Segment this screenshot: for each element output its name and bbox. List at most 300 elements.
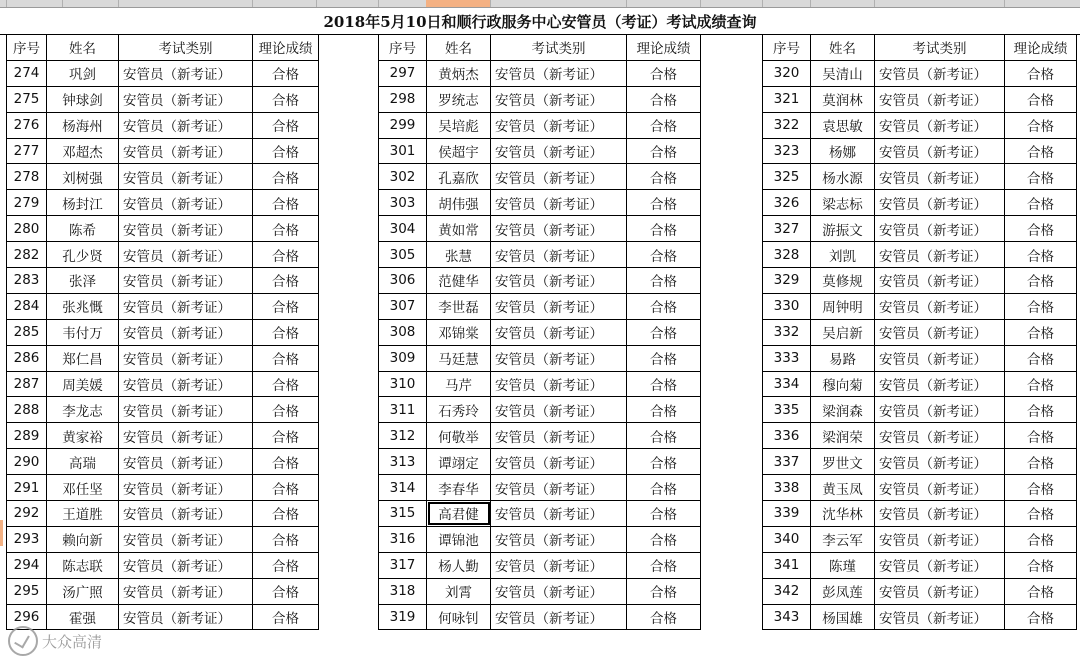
column-header[interactable]	[118, 0, 253, 7]
seq-cell[interactable]: 326	[763, 190, 811, 216]
seq-cell[interactable]: 277	[7, 138, 47, 164]
exam-type-cell[interactable]: 安管员（新考证）	[875, 190, 1005, 216]
name-cell[interactable]: 汤广照	[47, 578, 119, 604]
exam-type-cell[interactable]: 安管员（新考证）	[875, 164, 1005, 190]
score-cell[interactable]: 合格	[1005, 190, 1077, 216]
score-cell[interactable]: 合格	[627, 475, 701, 501]
exam-type-cell[interactable]: 安管员（新考证）	[875, 552, 1005, 578]
name-cell[interactable]: 莫润林	[811, 86, 875, 112]
column-header[interactable]	[700, 0, 763, 7]
seq-cell[interactable]: 317	[379, 552, 427, 578]
exam-type-cell[interactable]: 安管员（新考证）	[875, 449, 1005, 475]
name-cell[interactable]: 黄如常	[427, 216, 491, 242]
exam-type-cell[interactable]: 安管员（新考证）	[119, 216, 253, 242]
exam-type-cell[interactable]: 安管员（新考证）	[875, 475, 1005, 501]
score-cell[interactable]: 合格	[253, 164, 319, 190]
score-cell[interactable]: 合格	[253, 578, 319, 604]
score-cell[interactable]: 合格	[253, 86, 319, 112]
name-cell[interactable]: 黄玉凤	[811, 475, 875, 501]
score-cell[interactable]: 合格	[1005, 526, 1077, 552]
seq-cell[interactable]: 343	[763, 604, 811, 630]
seq-cell[interactable]: 293	[7, 526, 47, 552]
name-cell[interactable]: 郑仁昌	[47, 345, 119, 371]
seq-cell[interactable]: 299	[379, 112, 427, 138]
name-cell[interactable]: 周美媛	[47, 371, 119, 397]
seq-cell[interactable]: 279	[7, 190, 47, 216]
column-heading[interactable]: 序号	[763, 35, 811, 61]
exam-type-cell[interactable]: 安管员（新考证）	[119, 268, 253, 294]
name-cell[interactable]: 何咏钊	[427, 604, 491, 630]
exam-type-cell[interactable]: 安管员（新考证）	[119, 475, 253, 501]
column-heading[interactable]: 姓名	[427, 35, 491, 61]
exam-type-cell[interactable]: 安管员（新考证）	[119, 371, 253, 397]
name-cell[interactable]: 陈希	[47, 216, 119, 242]
name-cell[interactable]: 李云军	[811, 526, 875, 552]
seq-cell[interactable]: 341	[763, 552, 811, 578]
exam-type-cell[interactable]: 安管员（新考证）	[119, 242, 253, 268]
seq-cell[interactable]: 342	[763, 578, 811, 604]
seq-cell[interactable]: 282	[7, 242, 47, 268]
name-cell[interactable]: 吴启新	[811, 319, 875, 345]
name-cell[interactable]: 刘凯	[811, 242, 875, 268]
column-header[interactable]	[316, 0, 379, 7]
exam-type-cell[interactable]: 安管员（新考证）	[119, 164, 253, 190]
seq-cell[interactable]: 275	[7, 86, 47, 112]
column-header[interactable]	[62, 0, 119, 7]
name-cell[interactable]: 杨娜	[811, 138, 875, 164]
name-cell[interactable]: 霍强	[47, 604, 119, 630]
seq-cell[interactable]: 329	[763, 268, 811, 294]
column-heading[interactable]: 姓名	[811, 35, 875, 61]
exam-type-cell[interactable]: 安管员（新考证）	[875, 268, 1005, 294]
seq-cell[interactable]: 321	[763, 86, 811, 112]
exam-type-cell[interactable]: 安管员（新考证）	[119, 526, 253, 552]
name-cell[interactable]: 韦付万	[47, 319, 119, 345]
score-cell[interactable]: 合格	[253, 190, 319, 216]
table-row	[763, 293, 1077, 319]
exam-type-cell[interactable]: 安管员（新考证）	[491, 345, 627, 371]
score-cell[interactable]: 合格	[1005, 604, 1077, 630]
exam-type-cell[interactable]: 安管员（新考证）	[119, 190, 253, 216]
seq-cell[interactable]: 283	[7, 268, 47, 294]
seq-cell[interactable]: 276	[7, 112, 47, 138]
column-header[interactable]	[762, 0, 811, 7]
seq-cell[interactable]: 340	[763, 526, 811, 552]
seq-cell[interactable]: 306	[379, 268, 427, 294]
score-cell[interactable]: 合格	[1005, 475, 1077, 501]
column-heading[interactable]: 姓名	[47, 35, 119, 61]
column-heading[interactable]: 序号	[379, 35, 427, 61]
seq-cell[interactable]: 315	[379, 501, 427, 527]
score-cell[interactable]: 合格	[253, 268, 319, 294]
name-cell[interactable]: 孔少贤	[47, 242, 119, 268]
seq-cell[interactable]: 336	[763, 423, 811, 449]
seq-cell[interactable]: 310	[379, 371, 427, 397]
score-cell[interactable]: 合格	[1005, 319, 1077, 345]
name-cell[interactable]: 杨封江	[47, 190, 119, 216]
name-cell[interactable]: 袁思敏	[811, 112, 875, 138]
name-cell[interactable]: 李龙志	[47, 397, 119, 423]
score-cell[interactable]: 合格	[627, 319, 701, 345]
column-header[interactable]	[490, 0, 627, 7]
score-cell[interactable]: 合格	[627, 371, 701, 397]
seq-cell[interactable]: 309	[379, 345, 427, 371]
exam-type-cell[interactable]: 安管员（新考证）	[491, 397, 627, 423]
exam-type-cell[interactable]: 安管员（新考证）	[491, 501, 627, 527]
exam-type-cell[interactable]: 安管员（新考证）	[491, 578, 627, 604]
column-heading[interactable]: 序号	[7, 35, 47, 61]
name-cell[interactable]: 侯超宇	[427, 138, 491, 164]
exam-type-cell[interactable]: 安管员（新考证）	[491, 138, 627, 164]
name-cell[interactable]: 周钟明	[811, 293, 875, 319]
score-cell[interactable]: 合格	[253, 604, 319, 630]
column-header[interactable]	[810, 0, 875, 7]
score-cell[interactable]: 合格	[627, 345, 701, 371]
name-cell[interactable]: 杨国雄	[811, 604, 875, 630]
seq-cell[interactable]: 316	[379, 526, 427, 552]
exam-type-cell[interactable]: 安管员（新考证）	[491, 216, 627, 242]
exam-type-cell[interactable]: 安管员（新考证）	[875, 319, 1005, 345]
exam-type-cell[interactable]: 安管员（新考证）	[491, 475, 627, 501]
score-cell[interactable]: 合格	[627, 449, 701, 475]
exam-type-cell[interactable]: 安管员（新考证）	[491, 242, 627, 268]
exam-type-cell[interactable]: 安管员（新考证）	[875, 138, 1005, 164]
exam-type-cell[interactable]: 安管员（新考证）	[875, 293, 1005, 319]
score-cell[interactable]: 合格	[1005, 112, 1077, 138]
seq-cell[interactable]: 274	[7, 60, 47, 86]
exam-type-cell[interactable]: 安管员（新考证）	[875, 216, 1005, 242]
name-cell[interactable]: 孔嘉欣	[427, 164, 491, 190]
exam-type-cell[interactable]: 安管员（新考证）	[491, 60, 627, 86]
seq-cell[interactable]: 297	[379, 60, 427, 86]
name-cell[interactable]: 莫修规	[811, 268, 875, 294]
name-cell[interactable]: 刘树强	[47, 164, 119, 190]
exam-type-cell[interactable]: 安管员（新考证）	[875, 112, 1005, 138]
name-cell[interactable]: 马芹	[427, 371, 491, 397]
score-cell[interactable]: 合格	[253, 242, 319, 268]
score-cell[interactable]: 合格	[253, 216, 319, 242]
exam-type-cell[interactable]: 安管员（新考证）	[119, 604, 253, 630]
score-cell[interactable]: 合格	[627, 578, 701, 604]
name-cell[interactable]: 王道胜	[47, 501, 119, 527]
name-cell[interactable]: 李世磊	[427, 293, 491, 319]
name-cell[interactable]: 刘霄	[427, 578, 491, 604]
exam-type-cell[interactable]: 安管员（新考证）	[875, 578, 1005, 604]
exam-type-cell[interactable]: 安管员（新考证）	[491, 112, 627, 138]
exam-type-cell[interactable]: 安管员（新考证）	[119, 578, 253, 604]
name-cell[interactable]: 杨海州	[47, 112, 119, 138]
exam-type-cell[interactable]: 安管员（新考证）	[491, 319, 627, 345]
column-heading[interactable]: 理论成绩	[627, 35, 701, 61]
table-row	[763, 216, 1077, 242]
name-cell[interactable]: 高瑞	[47, 449, 119, 475]
score-cell[interactable]: 合格	[253, 526, 319, 552]
exam-type-cell[interactable]: 安管员（新考证）	[491, 604, 627, 630]
score-cell[interactable]: 合格	[253, 423, 319, 449]
exam-type-cell[interactable]: 安管员（新考证）	[119, 112, 253, 138]
seq-cell[interactable]: 304	[379, 216, 427, 242]
exam-type-cell[interactable]: 安管员（新考证）	[875, 86, 1005, 112]
name-cell[interactable]: 张慧	[427, 242, 491, 268]
seq-cell[interactable]: 287	[7, 371, 47, 397]
score-cell[interactable]: 合格	[253, 319, 319, 345]
exam-type-cell[interactable]: 安管员（新考证）	[491, 423, 627, 449]
score-cell[interactable]: 合格	[253, 449, 319, 475]
score-cell[interactable]: 合格	[1005, 345, 1077, 371]
column-heading[interactable]: 理论成绩	[1005, 35, 1077, 61]
exam-type-cell[interactable]: 安管员（新考证）	[119, 423, 253, 449]
table-row	[763, 397, 1077, 423]
score-cell[interactable]: 合格	[627, 112, 701, 138]
seq-cell[interactable]: 327	[763, 216, 811, 242]
column-header[interactable]	[6, 0, 63, 7]
score-cell[interactable]: 合格	[253, 112, 319, 138]
exam-type-cell[interactable]: 安管员（新考证）	[875, 501, 1005, 527]
score-cell[interactable]: 合格	[627, 164, 701, 190]
name-cell[interactable]: 罗世文	[811, 449, 875, 475]
score-cell[interactable]: 合格	[627, 526, 701, 552]
exam-type-cell[interactable]: 安管员（新考证）	[875, 345, 1005, 371]
name-cell[interactable]: 邓锦棠	[427, 319, 491, 345]
exam-type-cell[interactable]: 安管员（新考证）	[119, 293, 253, 319]
score-cell[interactable]: 合格	[253, 60, 319, 86]
name-cell[interactable]: 范健华	[427, 268, 491, 294]
score-cell[interactable]: 合格	[627, 293, 701, 319]
exam-type-cell[interactable]: 安管员（新考证）	[119, 138, 253, 164]
name-cell[interactable]: 杨水源	[811, 164, 875, 190]
score-cell[interactable]: 合格	[1005, 397, 1077, 423]
score-cell[interactable]: 合格	[253, 371, 319, 397]
table-row	[379, 138, 701, 164]
name-cell[interactable]: 赖向新	[47, 526, 119, 552]
name-cell[interactable]: 张兆慨	[47, 293, 119, 319]
score-cell[interactable]: 合格	[1005, 242, 1077, 268]
score-cell[interactable]: 合格	[1005, 60, 1077, 86]
seq-cell[interactable]: 328	[763, 242, 811, 268]
exam-type-cell[interactable]: 安管员（新考证）	[119, 501, 253, 527]
column-header[interactable]	[252, 0, 317, 7]
name-cell[interactable]: 胡伟强	[427, 190, 491, 216]
seq-cell[interactable]: 301	[379, 138, 427, 164]
seq-cell[interactable]: 307	[379, 293, 427, 319]
seq-cell[interactable]: 296	[7, 604, 47, 630]
name-cell[interactable]: 邓超杰	[47, 138, 119, 164]
column-header[interactable]	[378, 0, 427, 7]
seq-cell[interactable]: 318	[379, 578, 427, 604]
score-cell[interactable]: 合格	[253, 501, 319, 527]
exam-type-cell[interactable]: 安管员（新考证）	[491, 526, 627, 552]
score-cell[interactable]: 合格	[1005, 268, 1077, 294]
name-cell[interactable]: 黄炳杰	[427, 60, 491, 86]
score-cell[interactable]: 合格	[627, 86, 701, 112]
score-cell[interactable]: 合格	[627, 190, 701, 216]
name-cell[interactable]: 易路	[811, 345, 875, 371]
seq-cell[interactable]: 311	[379, 397, 427, 423]
seq-cell[interactable]: 333	[763, 345, 811, 371]
score-cell[interactable]: 合格	[1005, 371, 1077, 397]
exam-type-cell[interactable]: 安管员（新考证）	[491, 86, 627, 112]
name-cell[interactable]: 邓任坚	[47, 475, 119, 501]
exam-type-cell[interactable]: 安管员（新考证）	[119, 345, 253, 371]
score-cell[interactable]: 合格	[627, 216, 701, 242]
name-cell[interactable]: 穆向菊	[811, 371, 875, 397]
seq-cell[interactable]: 295	[7, 578, 47, 604]
exam-type-cell[interactable]: 安管员（新考证）	[875, 526, 1005, 552]
exam-type-cell[interactable]: 安管员（新考证）	[119, 397, 253, 423]
seq-cell[interactable]: 335	[763, 397, 811, 423]
score-cell[interactable]: 合格	[1005, 138, 1077, 164]
exam-type-cell[interactable]: 安管员（新考证）	[491, 293, 627, 319]
seq-cell[interactable]: 334	[763, 371, 811, 397]
seq-cell[interactable]: 285	[7, 319, 47, 345]
column-header-selected[interactable]	[426, 0, 491, 7]
score-cell[interactable]: 合格	[253, 397, 319, 423]
column-header[interactable]	[626, 0, 701, 7]
name-cell[interactable]: 吴清山	[811, 60, 875, 86]
seq-cell[interactable]: 312	[379, 423, 427, 449]
seq-cell[interactable]: 288	[7, 397, 47, 423]
exam-type-cell[interactable]: 安管员（新考证）	[875, 371, 1005, 397]
score-cell[interactable]: 合格	[627, 423, 701, 449]
seq-cell[interactable]: 290	[7, 449, 47, 475]
name-cell[interactable]: 沈华林	[811, 501, 875, 527]
name-cell[interactable]: 谭翊定	[427, 449, 491, 475]
score-cell[interactable]: 合格	[1005, 86, 1077, 112]
score-cell[interactable]: 合格	[253, 293, 319, 319]
table-row	[7, 423, 319, 449]
seq-cell[interactable]: 280	[7, 216, 47, 242]
seq-cell[interactable]: 319	[379, 604, 427, 630]
score-cell[interactable]: 合格	[627, 60, 701, 86]
seq-cell[interactable]: 292	[7, 501, 47, 527]
score-cell[interactable]: 合格	[253, 475, 319, 501]
name-cell[interactable]: 李春华	[427, 475, 491, 501]
seq-cell[interactable]: 278	[7, 164, 47, 190]
exam-type-cell[interactable]: 安管员（新考证）	[119, 449, 253, 475]
name-cell[interactable]: 张泽	[47, 268, 119, 294]
seq-cell[interactable]: 314	[379, 475, 427, 501]
score-cell[interactable]: 合格	[627, 501, 701, 527]
exam-type-cell[interactable]: 安管员（新考证）	[875, 397, 1005, 423]
exam-type-cell[interactable]: 安管员（新考证）	[491, 164, 627, 190]
seq-cell[interactable]: 303	[379, 190, 427, 216]
table-row	[379, 475, 701, 501]
sheet-title[interactable]: 2018年5月10日和顺行政服务中心安管员（考证）考试成绩查询	[0, 8, 1080, 35]
name-cell[interactable]: 谭锦池	[427, 526, 491, 552]
name-cell[interactable]: 石秀玲	[427, 397, 491, 423]
seq-cell[interactable]: 286	[7, 345, 47, 371]
score-cell[interactable]: 合格	[1005, 449, 1077, 475]
name-cell[interactable]: 吴培彪	[427, 112, 491, 138]
score-cell[interactable]: 合格	[1005, 501, 1077, 527]
name-cell[interactable]: 游振文	[811, 216, 875, 242]
score-cell[interactable]: 合格	[627, 604, 701, 630]
seq-cell[interactable]: 337	[763, 449, 811, 475]
score-cell[interactable]: 合格	[253, 138, 319, 164]
exam-type-cell[interactable]: 安管员（新考证）	[875, 604, 1005, 630]
exam-type-cell[interactable]: 安管员（新考证）	[119, 319, 253, 345]
column-header-strip[interactable]	[0, 0, 1080, 8]
score-cell[interactable]: 合格	[627, 397, 701, 423]
score-cell[interactable]: 合格	[1005, 293, 1077, 319]
column-header[interactable]	[1004, 0, 1080, 7]
name-cell[interactable]: 陈志联	[47, 552, 119, 578]
seq-cell[interactable]: 338	[763, 475, 811, 501]
table-row	[379, 552, 701, 578]
column-heading[interactable]: 理论成绩	[253, 35, 319, 61]
exam-type-cell[interactable]: 安管员（新考证）	[491, 449, 627, 475]
seq-cell[interactable]: 289	[7, 423, 47, 449]
score-cell[interactable]: 合格	[627, 268, 701, 294]
name-cell[interactable]: 马廷慧	[427, 345, 491, 371]
seq-cell[interactable]: 339	[763, 501, 811, 527]
score-cell[interactable]: 合格	[627, 138, 701, 164]
name-cell[interactable]: 钟球剑	[47, 86, 119, 112]
exam-type-cell[interactable]: 安管员（新考证）	[875, 423, 1005, 449]
score-cell[interactable]: 合格	[627, 552, 701, 578]
column-heading[interactable]: 考试类别	[119, 35, 253, 61]
exam-type-cell[interactable]: 安管员（新考证）	[875, 60, 1005, 86]
score-cell[interactable]: 合格	[627, 242, 701, 268]
exam-type-cell[interactable]: 安管员（新考证）	[491, 371, 627, 397]
seq-cell[interactable]: 320	[763, 60, 811, 86]
exam-type-cell[interactable]: 安管员（新考证）	[491, 190, 627, 216]
exam-type-cell[interactable]: 安管员（新考证）	[119, 86, 253, 112]
column-heading[interactable]: 考试类别	[875, 35, 1005, 61]
score-cell[interactable]: 合格	[1005, 552, 1077, 578]
exam-type-cell[interactable]: 安管员（新考证）	[491, 268, 627, 294]
name-cell[interactable]: 陈瑾	[811, 552, 875, 578]
name-cell[interactable]: 梁润森	[811, 397, 875, 423]
score-cell[interactable]: 合格	[1005, 164, 1077, 190]
name-cell[interactable]: 梁润荣	[811, 423, 875, 449]
seq-cell[interactable]: 291	[7, 475, 47, 501]
name-cell[interactable]: 何敬举	[427, 423, 491, 449]
seq-cell[interactable]: 323	[763, 138, 811, 164]
name-cell[interactable]: 杨人勤	[427, 552, 491, 578]
score-cell[interactable]: 合格	[1005, 216, 1077, 242]
seq-cell[interactable]: 305	[379, 242, 427, 268]
seq-cell[interactable]: 330	[763, 293, 811, 319]
seq-cell[interactable]: 322	[763, 112, 811, 138]
name-cell[interactable]: 梁志标	[811, 190, 875, 216]
seq-cell[interactable]: 298	[379, 86, 427, 112]
seq-cell[interactable]: 302	[379, 164, 427, 190]
seq-cell[interactable]: 294	[7, 552, 47, 578]
table-row	[763, 319, 1077, 345]
score-cell[interactable]: 合格	[1005, 578, 1077, 604]
name-cell[interactable]: 黄家裕	[47, 423, 119, 449]
seq-cell[interactable]: 313	[379, 449, 427, 475]
seq-cell[interactable]: 284	[7, 293, 47, 319]
seq-cell[interactable]: 332	[763, 319, 811, 345]
exam-type-cell[interactable]: 安管员（新考证）	[119, 552, 253, 578]
column-header[interactable]	[874, 0, 1005, 7]
name-cell[interactable]: 高君健	[427, 501, 491, 527]
exam-type-cell[interactable]: 安管员（新考证）	[119, 60, 253, 86]
score-cell[interactable]: 合格	[253, 345, 319, 371]
name-cell[interactable]: 彭凤莲	[811, 578, 875, 604]
exam-type-cell[interactable]: 安管员（新考证）	[875, 242, 1005, 268]
name-cell[interactable]: 巩剑	[47, 60, 119, 86]
name-cell[interactable]: 罗统志	[427, 86, 491, 112]
column-heading[interactable]: 考试类别	[491, 35, 627, 61]
seq-cell[interactable]: 325	[763, 164, 811, 190]
seq-cell[interactable]: 308	[379, 319, 427, 345]
exam-type-cell[interactable]: 安管员（新考证）	[491, 552, 627, 578]
score-cell[interactable]: 合格	[1005, 423, 1077, 449]
score-cell[interactable]: 合格	[253, 552, 319, 578]
